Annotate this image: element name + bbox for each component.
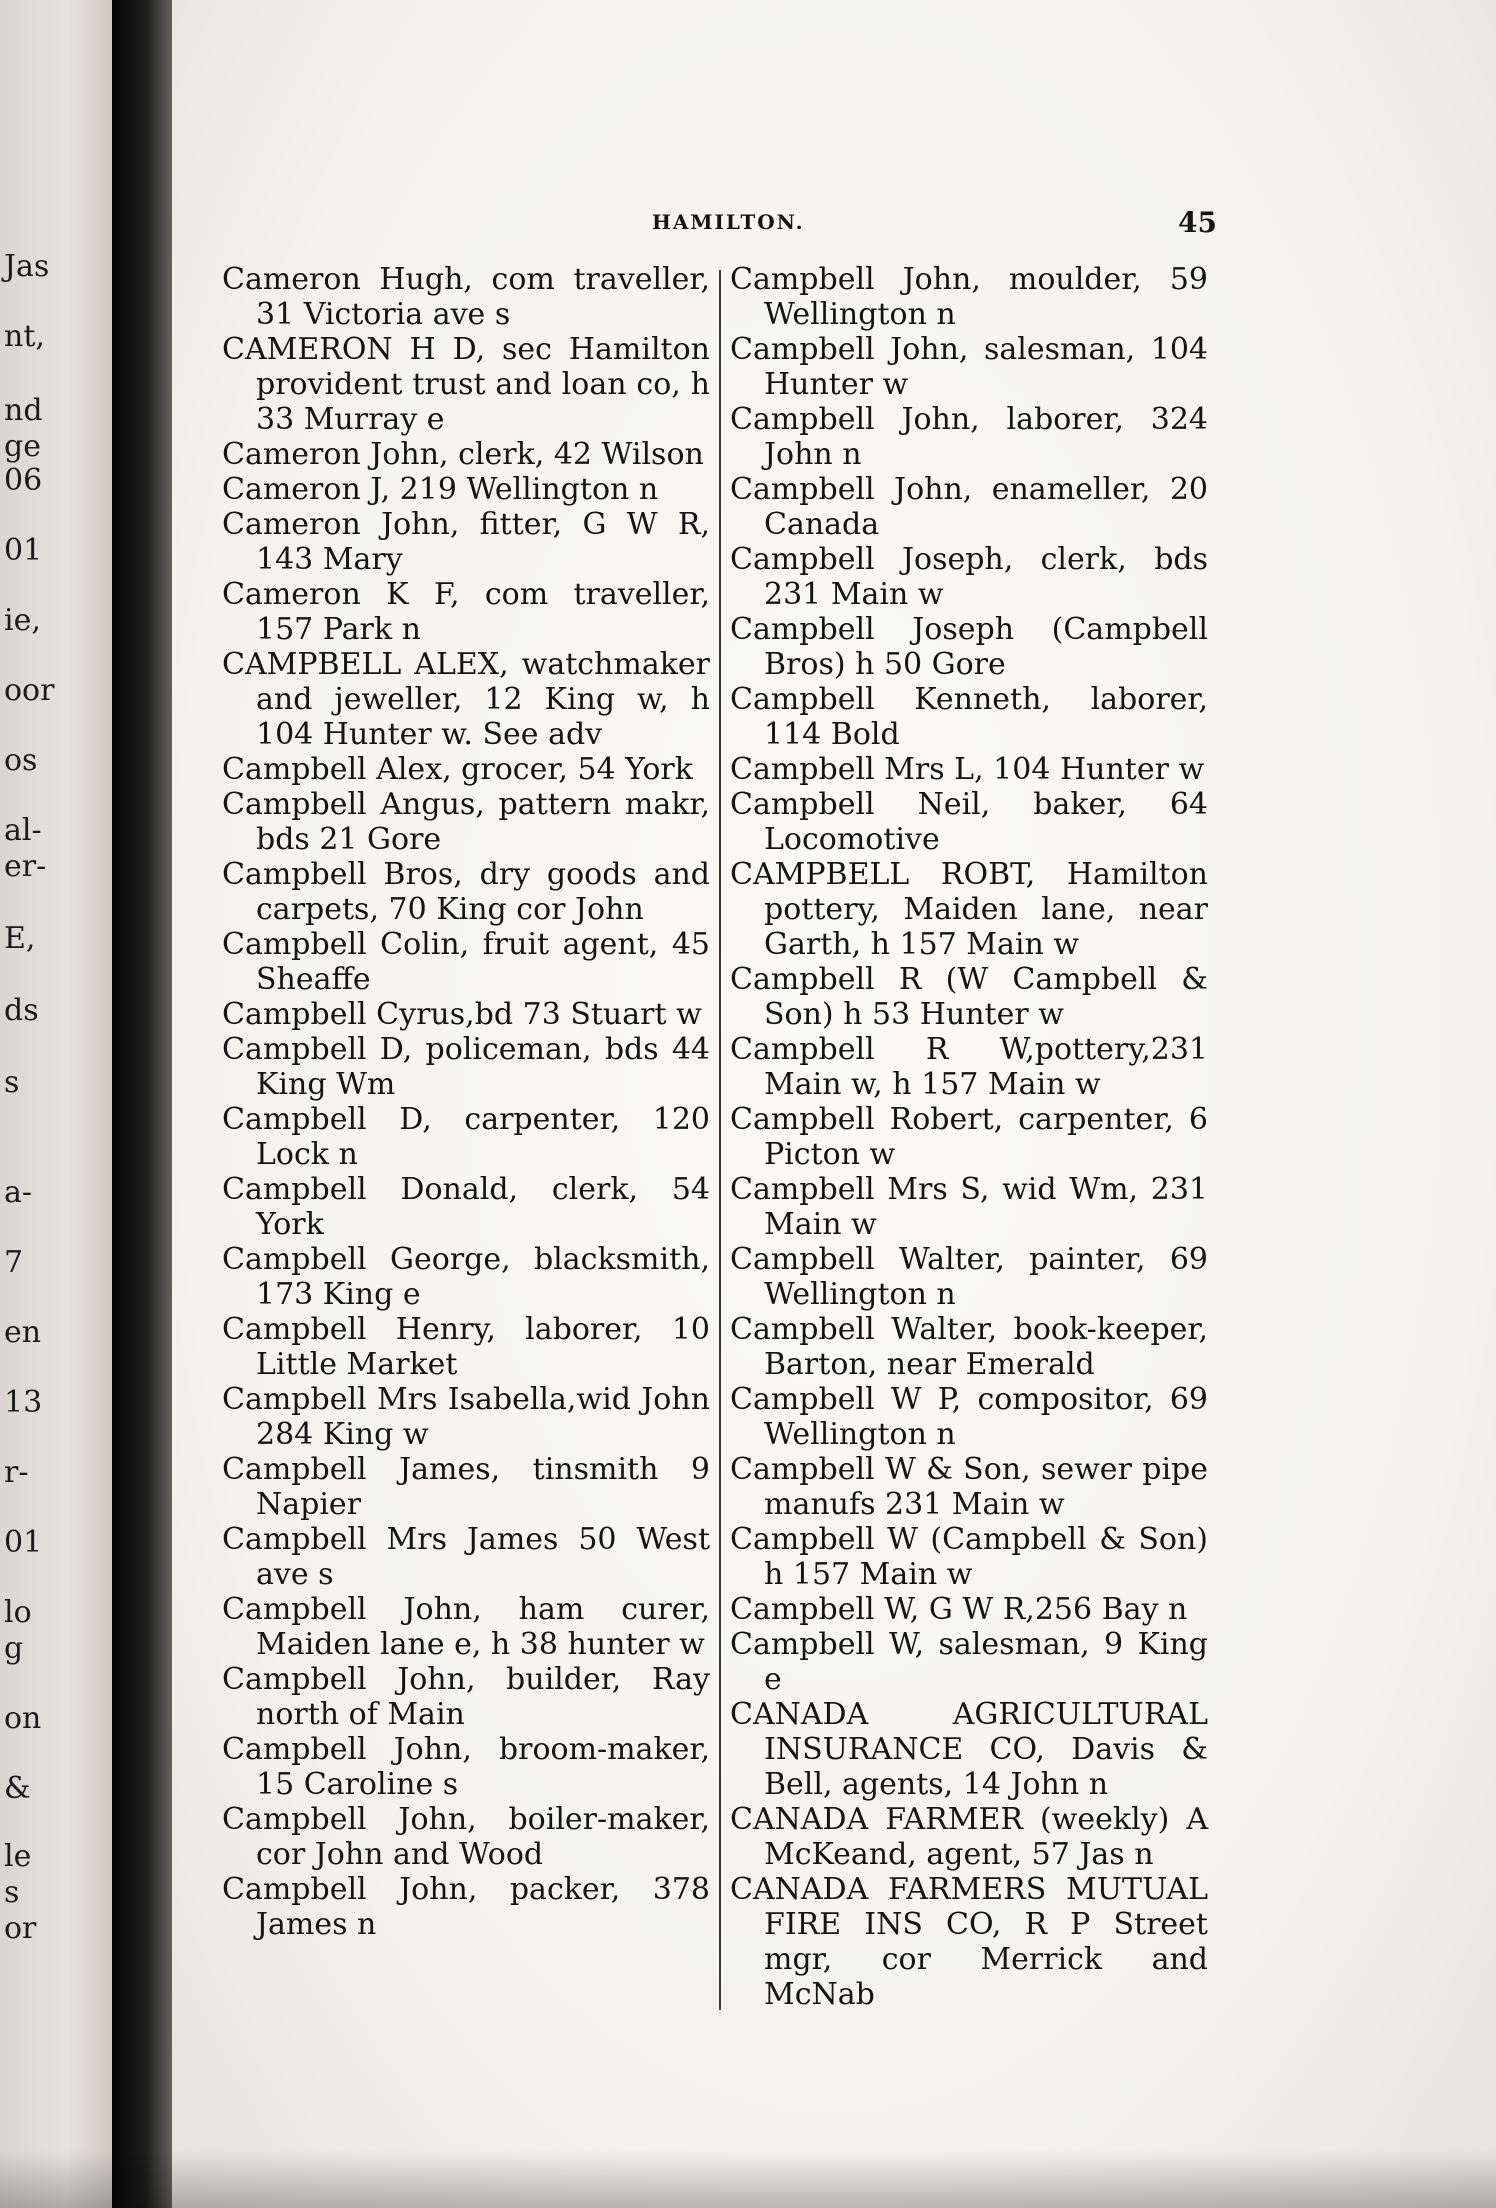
fragment-text: al- — [4, 813, 42, 848]
fragment-text: E, — [4, 921, 36, 956]
directory-entry: Campbell W, salesman, 9 King e — [730, 1627, 1208, 1697]
directory-entry: CANADA FARMERS MUTUAL FIRE INS CO, R P Street mgr, cor Merrick and McNab — [730, 1872, 1208, 2012]
directory-entry: Campbell Joseph (Campbell Bros) h 50 Gore — [730, 612, 1208, 682]
directory-entry: Campbell John, enameller, 20 Canada — [730, 472, 1208, 542]
directory-entry: Cameron Hugh, com traveller, 31 Victoria ave s — [222, 262, 710, 332]
right-column — [730, 262, 1208, 2012]
fragment-text: 06 — [4, 463, 43, 498]
directory-entry: Campbell Alex, grocer, 54 York — [222, 752, 693, 787]
directory-entry: Cameron J, 219 Wellington n — [222, 472, 659, 507]
fragment-text: s — [4, 1875, 20, 1910]
book-gutter-shadow — [112, 0, 174, 2208]
page-title: HAMILTON. — [652, 210, 805, 234]
fragment-text: s — [4, 1065, 20, 1100]
directory-entry: CAMERON H D, sec Hamilton provident trust and loan co, h 33 Murray e — [222, 332, 710, 437]
directory-entry: Campbell Colin, fruit agent, 45 Sheaffe — [222, 927, 710, 997]
page-header — [172, 206, 1496, 246]
fragment-text: on — [4, 1701, 42, 1736]
directory-entry: Campbell W P, compositor, 69 Wellington n — [730, 1382, 1208, 1452]
fragment-text: 7 — [4, 1245, 24, 1280]
fragment-text: nt, — [4, 319, 45, 354]
directory-entry: Campbell John, ham curer, Maiden lane e, h 38 hunter w — [222, 1592, 710, 1662]
adjacent-page-fragment — [0, 0, 112, 2208]
directory-entry: Campbell Mrs S, wid Wm, 231 Main w — [730, 1172, 1208, 1242]
fragment-text: lo — [4, 1595, 32, 1630]
directory-entry: Campbell John, builder, Ray north of Main — [222, 1662, 710, 1732]
directory-entry: Campbell Henry, laborer, 10 Little Market — [222, 1312, 710, 1382]
directory-entry: Campbell Walter, painter, 69 Wellington n — [730, 1242, 1208, 1312]
left-column — [222, 262, 710, 1942]
fragment-text: er- — [4, 849, 47, 884]
fragment-text: 01 — [4, 533, 43, 568]
directory-entry: Cameron K F, com traveller, 157 Park n — [222, 577, 710, 647]
fragment-text: ge — [4, 429, 41, 464]
directory-entry: Campbell John, boiler-maker, cor John and Wood — [222, 1802, 710, 1872]
directory-entry: Campbell Cyrus,bd 73 Stuart w — [222, 997, 702, 1032]
directory-entry: Campbell D, carpenter, 120 Lock n — [222, 1102, 710, 1172]
fragment-text: en — [4, 1315, 42, 1350]
directory-entry: Campbell Angus, pattern makr, bds 21 Gore — [222, 787, 710, 857]
fragment-text: & — [4, 1771, 31, 1806]
directory-entry: Campbell W & Son, sewer pipe manufs 231 Main w — [730, 1452, 1208, 1522]
directory-entry: CAMPBELL ALEX, watchmaker and jeweller, 12 King w, h 104 Hunter w. See adv — [222, 647, 710, 752]
fragment-text: ds — [4, 993, 39, 1028]
fragment-text: 01 — [4, 1525, 43, 1560]
directory-entry: Campbell James, tinsmith 9 Napier — [222, 1452, 710, 1522]
directory-entry: Campbell R W,pottery,231 Main w, h 157 Main w — [730, 1032, 1208, 1102]
directory-entry: CANADA AGRICULTURAL INSURANCE CO, Davis & Bell, agents, 14 John n — [730, 1697, 1208, 1802]
directory-entry: Campbell John, broom-maker, 15 Caroline s — [222, 1732, 710, 1802]
fragment-text: or — [4, 1911, 37, 1946]
directory-entry: CAMPBELL ROBT, Hamilton pottery, Maiden lane, near Garth, h 157 Main w — [730, 857, 1208, 962]
directory-entry: Campbell Bros, dry goods and carpets, 70 King cor John — [222, 857, 710, 927]
page-number: 45 — [1178, 206, 1217, 239]
directory-entry: Campbell Mrs L, 104 Hunter w — [730, 752, 1205, 787]
directory-entry: Cameron John, fitter, G W R, 143 Mary — [222, 507, 710, 577]
directory-entry: Campbell John, salesman, 104 Hunter w — [730, 332, 1208, 402]
directory-entry: Campbell Donald, clerk, 54 York — [222, 1172, 710, 1242]
column-divider — [719, 270, 721, 2010]
directory-entry: Campbell R (W Campbell & Son) h 53 Hunter w — [730, 962, 1208, 1032]
directory-entry: Campbell D, policeman, bds 44 King Wm — [222, 1032, 710, 1102]
page-bottom-shadow — [0, 2150, 1496, 2208]
fragment-text: os — [4, 743, 38, 778]
directory-entry: Campbell John, packer, 378 James n — [222, 1872, 710, 1942]
fragment-text: a- — [4, 1175, 33, 1210]
fragment-text: g — [4, 1631, 24, 1666]
directory-entry: Campbell Robert, carpenter, 6 Picton w — [730, 1102, 1208, 1172]
fragment-text: ie, — [4, 603, 41, 638]
directory-entry: Campbell Mrs James 50 West ave s — [222, 1522, 710, 1592]
fragment-text: nd — [4, 393, 43, 428]
directory-entry: Campbell Joseph, clerk, bds 231 Main w — [730, 542, 1208, 612]
fragment-text: Jas — [4, 249, 50, 284]
fragment-text: oor — [4, 673, 55, 708]
directory-entry: Campbell Mrs Isabella,wid John 284 King w — [222, 1382, 710, 1452]
directory-entry: Campbell Neil, baker, 64 Locomotive — [730, 787, 1208, 857]
directory-entry: Campbell W (Campbell & Son) h 157 Main w — [730, 1522, 1208, 1592]
fragment-text: le — [4, 1839, 32, 1874]
directory-entry: Campbell John, moulder, 59 Wellington n — [730, 262, 1208, 332]
fragment-text: 13 — [4, 1385, 43, 1420]
directory-entry: CANADA FARMER (weekly) A McKeand, agent, 57 Jas n — [730, 1802, 1208, 1872]
directory-entry: Cameron John, clerk, 42 Wilson — [222, 437, 704, 472]
directory-entry: Campbell John, laborer, 324 John n — [730, 402, 1208, 472]
directory-entry: Campbell Kenneth, laborer, 114 Bold — [730, 682, 1208, 752]
directory-entry: Campbell Walter, book-keeper, Barton, near Emerald — [730, 1312, 1208, 1382]
fragment-text: r- — [4, 1455, 29, 1490]
directory-entry: Campbell W, G W R,256 Bay n — [730, 1592, 1188, 1627]
directory-entry: Campbell George, blacksmith, 173 King e — [222, 1242, 710, 1312]
